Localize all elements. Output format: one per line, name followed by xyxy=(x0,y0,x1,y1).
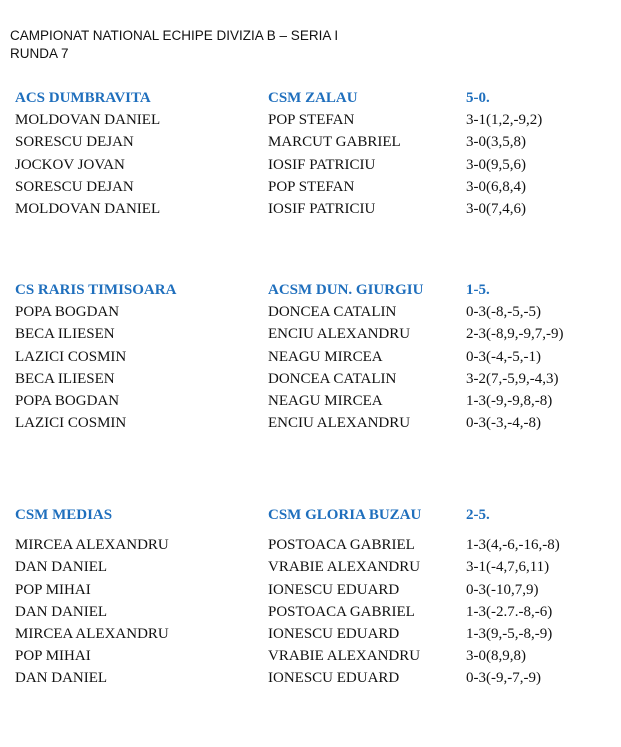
game-row xyxy=(0,556,621,578)
game-result: 0-3(-9,-7,-9) xyxy=(466,670,541,687)
game-result: 2-3(-8,9,-9,7,-9) xyxy=(466,326,564,343)
game-row xyxy=(0,154,621,176)
game-result: 3-0(3,5,8) xyxy=(466,134,526,151)
game-row xyxy=(0,667,621,689)
game-row xyxy=(0,412,621,434)
away-team: CSM GLORIA BUZAU xyxy=(268,507,422,523)
match-header xyxy=(0,279,621,301)
game-result: 1-3(-9,-9,8,-8) xyxy=(466,392,553,409)
home-team: ACS DUMBRAVITA xyxy=(15,90,151,106)
away-player: ENCIU ALEXANDRU xyxy=(268,326,411,343)
away-player: MARCUT GABRIEL xyxy=(268,134,401,151)
game-row xyxy=(0,131,621,153)
game-row xyxy=(0,176,621,198)
away-player: NEAGU MIRCEA xyxy=(268,392,383,409)
home-player: POPA BOGDAN xyxy=(15,304,120,321)
document-header xyxy=(10,27,338,63)
game-row xyxy=(0,601,621,623)
home-player: SORESCU DEJAN xyxy=(15,134,134,151)
game-result: 3-1(-4,7,6,11) xyxy=(466,559,550,576)
game-row xyxy=(0,645,621,667)
game-row xyxy=(0,198,621,220)
home-player: MIRCEA ALEXANDRU xyxy=(15,537,169,554)
home-player: POP MIHAI xyxy=(15,648,91,665)
home-player: LAZICI COSMIN xyxy=(15,348,127,365)
game-result: 3-2(7,-5,9,-4,3) xyxy=(466,370,559,387)
away-player: POP STEFAN xyxy=(268,112,355,129)
game-row xyxy=(0,109,621,131)
game-result: 0-3(-4,-5,-1) xyxy=(466,348,541,365)
match-block-1 xyxy=(0,87,621,220)
away-player: NEAGU MIRCEA xyxy=(268,348,383,365)
home-player: POP MIHAI xyxy=(15,581,91,598)
home-player: LAZICI COSMIN xyxy=(15,415,127,432)
team-score: 1-5. xyxy=(466,282,490,298)
home-player: BECA ILIESEN xyxy=(15,370,115,387)
away-player: VRABIE ALEXANDRU xyxy=(268,648,421,665)
game-result: 1-3(-2.7.-8,-6) xyxy=(466,603,553,620)
game-result: 3-0(8,9,8) xyxy=(466,648,526,665)
home-team: CSM MEDIAS xyxy=(15,507,113,523)
game-row xyxy=(0,346,621,368)
away-player: POSTOACA GABRIEL xyxy=(268,603,415,620)
round-label: RUNDA 7 xyxy=(10,46,69,61)
game-row xyxy=(0,323,621,345)
championship-title: CAMPIONAT NATIONAL ECHIPE DIVIZIA B – SERIA I xyxy=(10,28,339,43)
away-team: CSM ZALAU xyxy=(268,90,358,106)
away-player: IONESCU EDUARD xyxy=(268,670,400,687)
home-player: MOLDOVAN DANIEL xyxy=(15,200,161,217)
away-player: POP STEFAN xyxy=(268,178,355,195)
game-row xyxy=(0,534,621,556)
team-score: 2-5. xyxy=(466,507,490,523)
game-result: 3-0(9,5,6) xyxy=(466,156,526,173)
game-result: 0-3(-3,-4,-8) xyxy=(466,415,541,432)
game-result: 0-3(-8,-5,-5) xyxy=(466,304,541,321)
home-player: MIRCEA ALEXANDRU xyxy=(15,625,169,642)
game-result: 1-3(9,-5,-8,-9) xyxy=(466,625,553,642)
team-score: 5-0. xyxy=(466,90,490,106)
away-player: IONESCU EDUARD xyxy=(268,581,400,598)
away-player: IOSIF PATRICIU xyxy=(268,200,376,217)
game-row xyxy=(0,579,621,601)
home-player: DAN DANIEL xyxy=(15,603,108,620)
game-row xyxy=(0,368,621,390)
game-result: 0-3(-10,7,9) xyxy=(466,581,539,598)
match-header xyxy=(0,87,621,109)
game-row xyxy=(0,623,621,645)
away-player: DONCEA CATALIN xyxy=(268,370,397,387)
home-player: POPA BOGDAN xyxy=(15,392,120,409)
away-player: POSTOACA GABRIEL xyxy=(268,537,415,554)
home-team: CS RARIS TIMISOARA xyxy=(15,282,177,298)
match-header xyxy=(0,504,621,526)
away-player: VRABIE ALEXANDRU xyxy=(268,559,421,576)
away-player: IOSIF PATRICIU xyxy=(268,156,376,173)
game-result: 3-1(1,2,-9,2) xyxy=(466,112,543,129)
match-block-2 xyxy=(0,279,621,434)
game-row xyxy=(0,301,621,323)
match-block-3 xyxy=(0,504,621,690)
game-result: 3-0(7,4,6) xyxy=(466,200,526,217)
home-player: MOLDOVAN DANIEL xyxy=(15,112,161,129)
away-player: IONESCU EDUARD xyxy=(268,625,400,642)
home-player: JOCKOV JOVAN xyxy=(15,156,125,173)
away-player: ENCIU ALEXANDRU xyxy=(268,415,411,432)
away-player: DONCEA CATALIN xyxy=(268,304,397,321)
game-result: 1-3(4,-6,-16,-8) xyxy=(466,537,560,554)
home-player: DAN DANIEL xyxy=(15,670,108,687)
home-player: DAN DANIEL xyxy=(15,559,108,576)
away-team: ACSM DUN. GIURGIU xyxy=(268,282,424,298)
home-player: BECA ILIESEN xyxy=(15,326,115,343)
game-result: 3-0(6,8,4) xyxy=(466,178,526,195)
home-player: SORESCU DEJAN xyxy=(15,178,134,195)
game-row xyxy=(0,390,621,412)
